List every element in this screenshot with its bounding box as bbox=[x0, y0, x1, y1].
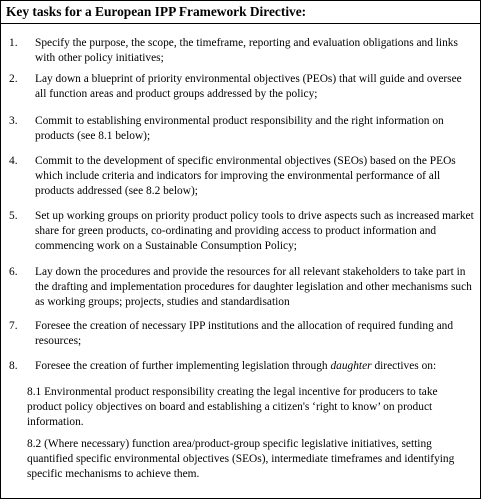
item-number: 3. bbox=[9, 115, 18, 127]
item-number: 1. bbox=[9, 37, 18, 49]
item-text: Set up working groups on priority product policy tools to drive aspects such as increased market share for green products, co-ordinating and providing access to product information and commencing work on a Sustainable Consumption Policy; bbox=[35, 210, 474, 252]
box-title: Key tasks for a European IPP Framework Directive: bbox=[1, 1, 480, 24]
item-text: Commit to the development of specific environmental objectives (SEOs) based on the PEOs which include criteria and indicators for improving the environmental performance of all products addressed (see 8.2 below); bbox=[35, 155, 456, 197]
item-text-end: directives on: bbox=[371, 360, 437, 372]
item-text bbox=[35, 359, 475, 374]
item-text-emphasis: daughter bbox=[330, 360, 372, 372]
item-number: 2. bbox=[9, 73, 18, 85]
item-text-start: Foresee the creation of further implementing legislation through bbox=[35, 360, 331, 372]
subitem-8-2: 8.2 (Where necessary) function area/product-group specific legislative initiatives, setting quantified specific environmental objectives (SEOs), intermediate timeframes and identifying specific mechanisms to achieve them. bbox=[27, 438, 455, 480]
item-text: Lay down a blueprint of priority environmental objectives (PEOs) that will guide and oversee all function areas and product groups addressed by the policy; bbox=[35, 73, 462, 100]
subitem-8-1: 8.1 Environmental product responsibility creating the legal incentive for producers to take product policy objectives on board and establishing a citizen's ‘right to know’ on product information. bbox=[27, 386, 438, 428]
item-text: Foresee the creation of necessary IPP institutions and the allocation of required funding and resources; bbox=[35, 320, 454, 347]
item-text: Specify the purpose, the scope, the timeframe, reporting and evaluation obligations and links with other policy initiatives; bbox=[35, 37, 458, 64]
item-number: 6. bbox=[9, 266, 18, 278]
item-number: 4. bbox=[9, 155, 18, 167]
item-number: 7. bbox=[9, 320, 18, 332]
item-text: Commit to establishing environmental product responsibility and the right information on products (see 8.1 below); bbox=[35, 115, 444, 142]
item-number: 8. bbox=[9, 360, 18, 372]
item-number: 5. bbox=[9, 210, 18, 222]
item-text: Lay down the procedures and provide the resources for all relevant stakeholders to take part in the drafting and implementation procedures for daughter legislation and other mechanisms such as working groups; projects, studies and standardisation bbox=[35, 266, 472, 308]
